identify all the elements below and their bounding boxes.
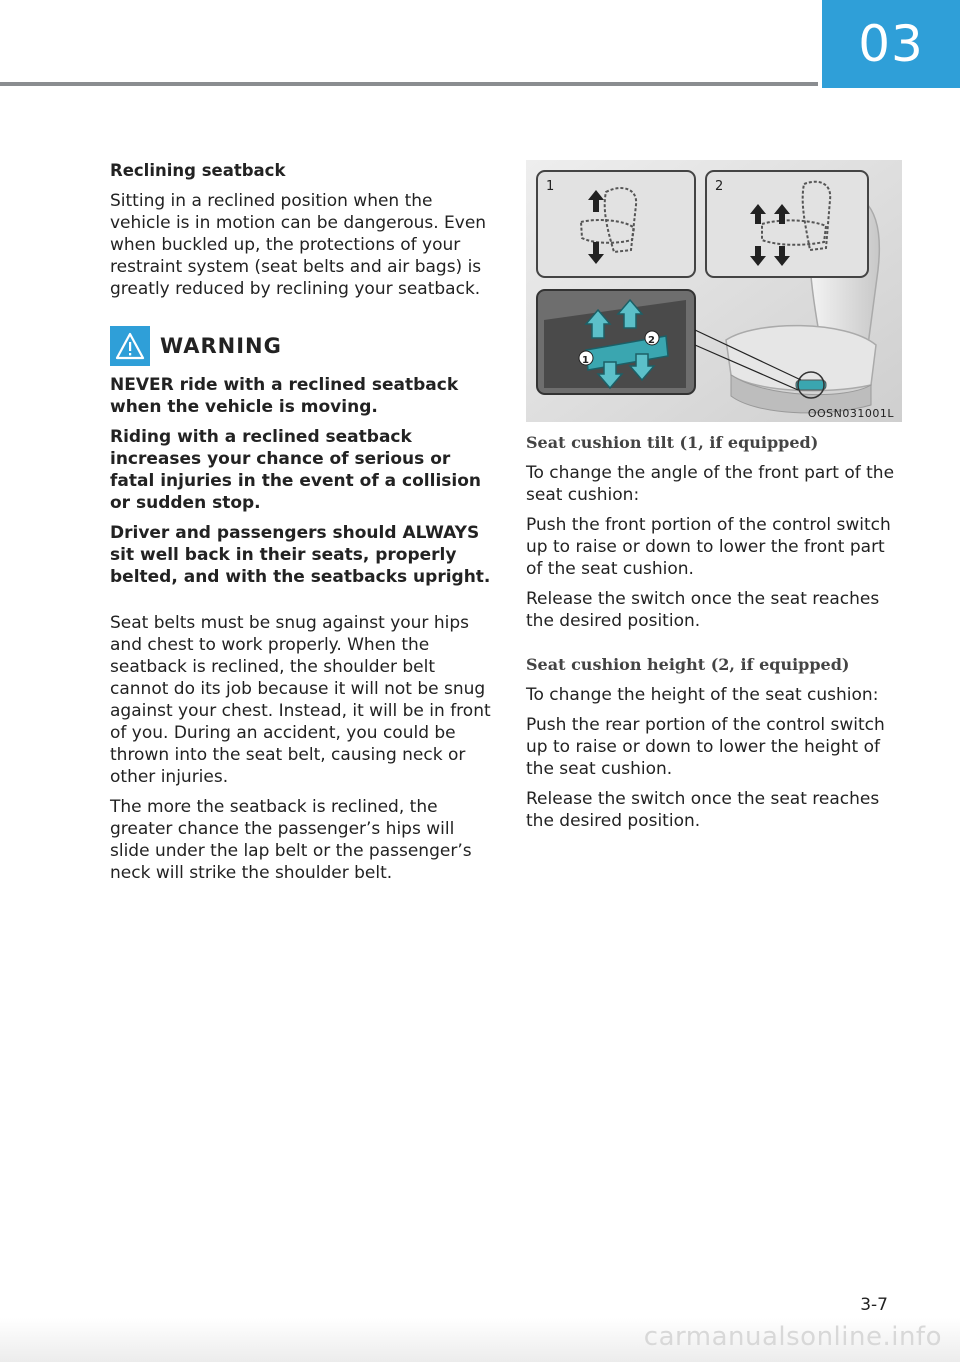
height-paragraph-1: To change the height of the seat cushion: — [526, 685, 879, 705]
height-paragraph-2: Push the rear portion of the control switch up to raise or down to lower the height of the seat cushion. — [526, 715, 885, 779]
right-column — [526, 160, 904, 840]
switch-number-1: 1 — [582, 355, 589, 366]
height-heading: Seat cushion height (2, if equipped) — [526, 655, 850, 674]
warning-title: WARNING — [160, 334, 282, 358]
tilt-paragraph-2: Push the front portion of the control switch up to raise or down to lower the front part of the seat cushion. — [526, 515, 891, 579]
body-paragraph-1: Seat belts must be snug against your hips and chest to work properly. When the seatback is reclined, the shoulder belt cannot do its job because it will not be snug against your chest. Instead, it will be in front of you. During an accident, you could be thrown into the seat belt, causing neck or other injuries. — [110, 613, 491, 787]
chapter-tab: 03 — [822, 0, 960, 88]
tilt-paragraph-1: To change the angle of the front part of the seat cushion: — [526, 463, 895, 505]
warning-header — [110, 326, 492, 366]
warning-text-2: Riding with a reclined seatback increases your chance of serious or fatal injuries in the event of a collision or sudden stop. — [110, 427, 482, 513]
watermark-text[interactable]: carmanualsonline.info — [643, 1322, 942, 1352]
body-paragraph-2: The more the seatback is reclined, the greater chance the passenger’s hips will slide under the lap belt or the passenger’s neck will strike the shoulder belt. — [110, 797, 472, 883]
header-rule — [0, 82, 818, 86]
watermark-bar — [0, 1318, 960, 1362]
height-paragraph-3: Release the switch once the seat reaches the desired position. — [526, 789, 880, 831]
warning-triangle-icon — [110, 326, 150, 366]
warning-text-1: NEVER ride with a reclined seatback when the vehicle is moving. — [110, 375, 459, 417]
switch-number-2: 2 — [648, 335, 655, 346]
tilt-paragraph-3: Release the switch once the seat reaches the desired position. — [526, 589, 880, 631]
inset1-number: 1 — [546, 179, 555, 194]
inset2-number: 2 — [715, 179, 724, 194]
left-column — [110, 160, 492, 892]
tilt-heading: Seat cushion tilt (1, if equipped) — [526, 433, 819, 452]
page-number: 3-7 — [860, 1295, 888, 1315]
intro-paragraph: Sitting in a reclined position when the vehicle is in motion can be dangerous. Even when buckled up, the protections of your restraint system (seat belts and air bags) is greatly reduced by reclining your seatback. — [110, 191, 487, 299]
warning-text-3: Driver and passengers should ALWAYS sit well back in their seats, properly belted, and with the seatbacks upright. — [110, 523, 491, 587]
seat-switch-illustration — [526, 160, 902, 422]
figure-code: OOSN031001L — [807, 407, 894, 420]
section-heading: Reclining seatback — [110, 161, 286, 180]
